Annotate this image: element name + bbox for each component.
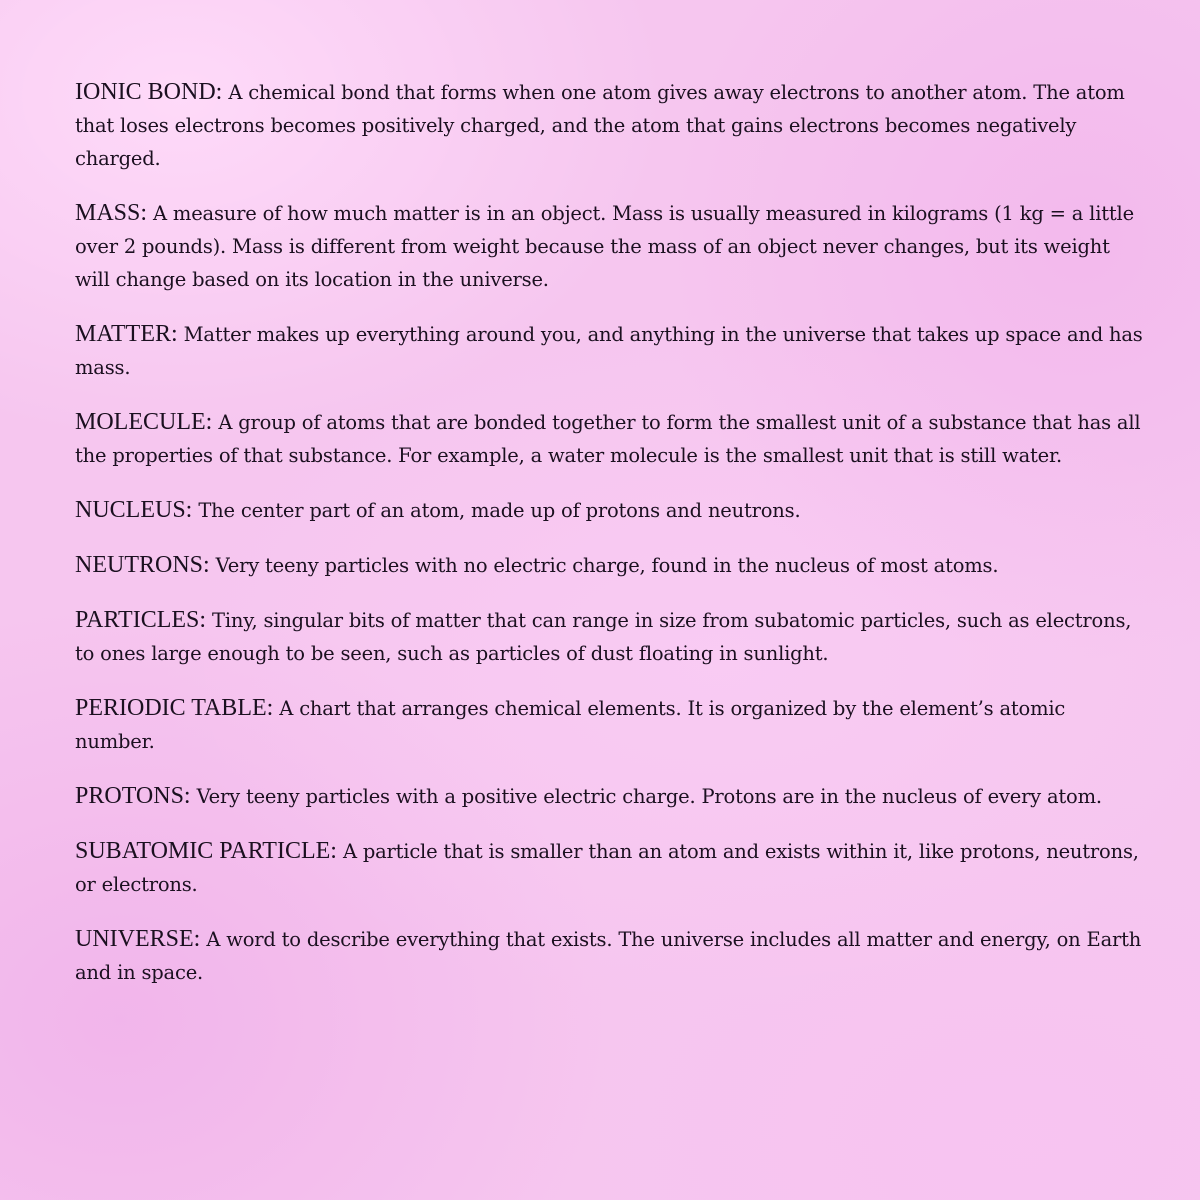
glossary-entry-ionic-bond xyxy=(75,76,1145,175)
glossary-definition: A measure of how much matter is in an object. Mass is usually measured in kilograms (1 kg = a little over 2 pounds). Mass is different from weight because the mass of an object never changes, but its weight will change based on its location in the universe. xyxy=(75,202,1134,291)
glossary-entry-particles xyxy=(75,604,1145,670)
glossary-term: PROTONS: xyxy=(75,783,191,809)
glossary-definition: A group of atoms that are bonded together to form the smallest unit of a substance that has all the properties of that substance. For example, a water molecule is the smallest unit that is still water. xyxy=(75,411,1141,467)
glossary-term: MASS: xyxy=(75,200,148,226)
glossary-entry-subatomic-particle xyxy=(75,835,1145,901)
glossary-definition: Matter makes up everything around you, and anything in the universe that takes up space and has mass. xyxy=(75,323,1143,379)
glossary-list xyxy=(75,76,1145,1011)
glossary-entry-mass xyxy=(75,197,1145,296)
glossary-entry-neutrons xyxy=(75,549,1145,582)
glossary-entry-matter xyxy=(75,318,1145,384)
glossary-definition: The center part of an atom, made up of protons and neutrons. xyxy=(192,499,801,522)
glossary-entry-periodic-table xyxy=(75,692,1145,758)
glossary-definition: A particle that is smaller than an atom and exists within it, like protons, neutrons, or electrons. xyxy=(75,840,1139,896)
glossary-term: MATTER: xyxy=(75,321,178,347)
glossary-definition: Very teeny particles with a positive electric charge. Protons are in the nucleus of every atom. xyxy=(190,785,1102,808)
glossary-definition: Very teeny particles with no electric charge, found in the nucleus of most atoms. xyxy=(209,554,999,577)
glossary-term: IONIC BOND: xyxy=(75,79,223,105)
glossary-term: MOLECULE: xyxy=(75,409,213,435)
glossary-entry-nucleus xyxy=(75,494,1145,527)
glossary-definition: A chemical bond that forms when one atom gives away electrons to another atom. The atom that loses electrons becomes positively charged, and the atom that gains electrons becomes negatively charged. xyxy=(75,81,1125,170)
glossary-term: SUBATOMIC PARTICLE: xyxy=(75,838,337,864)
glossary-term: NEUTRONS: xyxy=(75,552,210,578)
glossary-term: NUCLEUS: xyxy=(75,497,193,523)
glossary-definition: A word to describe everything that exists. The universe includes all matter and energy, on Earth and in space. xyxy=(75,928,1142,984)
glossary-entry-universe xyxy=(75,923,1145,989)
glossary-entry-molecule xyxy=(75,406,1145,472)
glossary-definition: Tiny, singular bits of matter that can range in size from subatomic particles, such as electrons, to ones large enough to be seen, such as particles of dust floating in sunlight. xyxy=(75,609,1132,665)
glossary-term: PARTICLES: xyxy=(75,607,207,633)
glossary-entry-protons xyxy=(75,780,1145,813)
glossary-definition: A chart that arranges chemical elements. It is organized by the element’s atomic number. xyxy=(75,697,1066,753)
glossary-term: PERIODIC TABLE: xyxy=(75,695,274,721)
glossary-term: UNIVERSE: xyxy=(75,926,201,952)
